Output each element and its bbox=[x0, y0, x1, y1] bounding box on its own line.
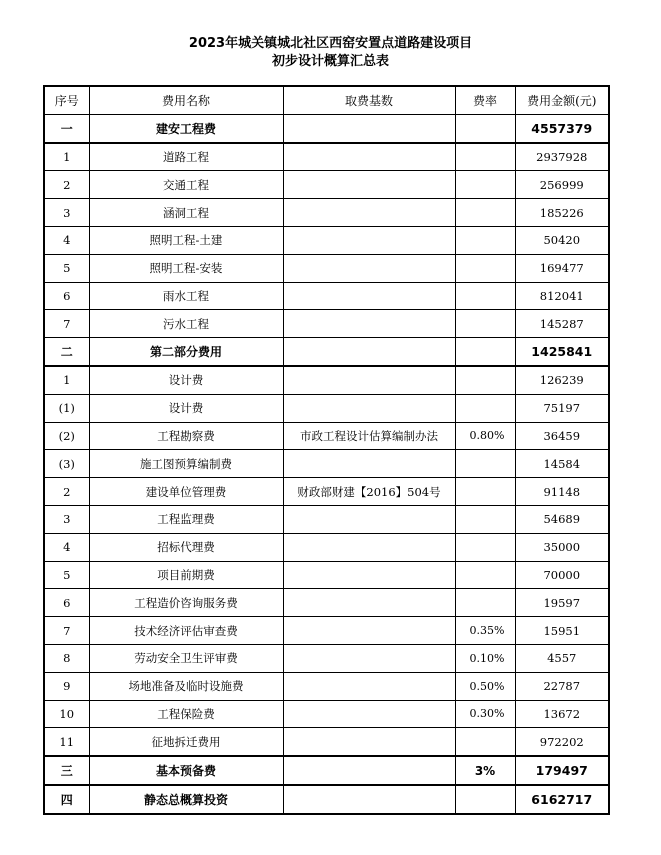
header-basis: 取费基数 bbox=[283, 86, 455, 114]
row-basis-cell bbox=[283, 728, 455, 756]
row-basis-cell bbox=[283, 785, 455, 814]
row-basis-cell bbox=[283, 143, 455, 171]
row-rate-cell bbox=[455, 254, 515, 282]
row-no-cell: 2 bbox=[44, 171, 89, 199]
row-rate-cell bbox=[455, 171, 515, 199]
row-name-cell: 工程造价咨询服务费 bbox=[89, 589, 283, 617]
row-amount-cell: 22787 bbox=[515, 672, 609, 700]
row-name-cell: 涵洞工程 bbox=[89, 199, 283, 227]
row-name-cell: 征地拆迁费用 bbox=[89, 728, 283, 756]
table-row bbox=[44, 366, 609, 394]
table-row bbox=[44, 756, 609, 785]
row-amount-cell: 13672 bbox=[515, 700, 609, 728]
row-name-cell: 劳动安全卫生评审费 bbox=[89, 644, 283, 672]
table-row bbox=[44, 171, 609, 199]
row-rate-cell bbox=[455, 310, 515, 338]
row-rate-cell: 3% bbox=[455, 756, 515, 785]
row-basis-cell bbox=[283, 338, 455, 366]
header-amount: 费用金额(元) bbox=[515, 86, 609, 114]
row-basis-cell bbox=[283, 310, 455, 338]
row-rate-cell bbox=[455, 505, 515, 533]
row-amount-cell: 91148 bbox=[515, 478, 609, 506]
row-amount-cell: 36459 bbox=[515, 422, 609, 450]
row-no-cell: 5 bbox=[44, 561, 89, 589]
table-row bbox=[44, 589, 609, 617]
row-name-cell: 基本预备费 bbox=[89, 756, 283, 785]
row-amount-cell: 2937928 bbox=[515, 143, 609, 171]
row-name-cell: 技术经济评估审查费 bbox=[89, 617, 283, 645]
row-rate-cell bbox=[455, 226, 515, 254]
row-no-cell: 4 bbox=[44, 533, 89, 561]
cost-summary-table bbox=[43, 85, 610, 815]
row-name-cell: 交通工程 bbox=[89, 171, 283, 199]
row-name-cell: 建设单位管理费 bbox=[89, 478, 283, 506]
row-rate-cell bbox=[455, 366, 515, 394]
row-rate-cell bbox=[455, 394, 515, 422]
row-name-cell: 工程监理费 bbox=[89, 505, 283, 533]
table-row bbox=[44, 617, 609, 645]
row-amount-cell: 15951 bbox=[515, 617, 609, 645]
row-amount-cell: 169477 bbox=[515, 254, 609, 282]
row-amount-cell: 1425841 bbox=[515, 338, 609, 366]
row-no-cell: 1 bbox=[44, 143, 89, 171]
row-no-cell: 11 bbox=[44, 728, 89, 756]
row-no-cell: 3 bbox=[44, 199, 89, 227]
row-amount-cell: 256999 bbox=[515, 171, 609, 199]
row-no-cell: (1) bbox=[44, 394, 89, 422]
row-basis-cell: 财政部财建【2016】504号 bbox=[283, 478, 455, 506]
row-amount-cell: 812041 bbox=[515, 282, 609, 310]
header-rate: 费率 bbox=[455, 86, 515, 114]
row-rate-cell bbox=[455, 114, 515, 142]
row-name-cell: 照明工程-安装 bbox=[89, 254, 283, 282]
table-row bbox=[44, 450, 609, 478]
row-no-cell: 7 bbox=[44, 617, 89, 645]
row-rate-cell bbox=[455, 478, 515, 506]
row-name-cell: 工程勘察费 bbox=[89, 422, 283, 450]
table-header-row bbox=[44, 86, 609, 114]
table-row bbox=[44, 644, 609, 672]
document-subtitle: 初步设计概算汇总表 bbox=[271, 54, 389, 69]
row-amount-cell: 972202 bbox=[515, 728, 609, 756]
row-amount-cell: 126239 bbox=[515, 366, 609, 394]
row-basis-cell bbox=[283, 282, 455, 310]
table-row bbox=[44, 505, 609, 533]
row-amount-cell: 19597 bbox=[515, 589, 609, 617]
table-row bbox=[44, 254, 609, 282]
row-amount-cell: 54689 bbox=[515, 505, 609, 533]
row-no-cell: 4 bbox=[44, 226, 89, 254]
row-no-cell: 一 bbox=[44, 114, 89, 142]
row-rate-cell bbox=[455, 728, 515, 756]
row-amount-cell: 70000 bbox=[515, 561, 609, 589]
row-no-cell: 8 bbox=[44, 644, 89, 672]
row-no-cell: (2) bbox=[44, 422, 89, 450]
header-no: 序号 bbox=[44, 86, 89, 114]
row-rate-cell: 0.80% bbox=[455, 422, 515, 450]
row-name-cell: 第二部分费用 bbox=[89, 338, 283, 366]
row-no-cell: (3) bbox=[44, 450, 89, 478]
table-row bbox=[44, 394, 609, 422]
row-basis-cell bbox=[283, 199, 455, 227]
row-no-cell: 三 bbox=[44, 756, 89, 785]
row-rate-cell bbox=[455, 199, 515, 227]
document-title: 2023年城关镇城北社区西窑安置点道路建设项目 bbox=[188, 36, 473, 51]
row-basis-cell bbox=[283, 226, 455, 254]
row-basis-cell bbox=[283, 171, 455, 199]
row-basis-cell bbox=[283, 589, 455, 617]
row-rate-cell bbox=[455, 338, 515, 366]
row-rate-cell bbox=[455, 533, 515, 561]
row-no-cell: 1 bbox=[44, 366, 89, 394]
row-basis-cell bbox=[283, 254, 455, 282]
table-row bbox=[44, 226, 609, 254]
row-no-cell: 7 bbox=[44, 310, 89, 338]
row-name-cell: 建安工程费 bbox=[89, 114, 283, 142]
row-amount-cell: 145287 bbox=[515, 310, 609, 338]
row-basis-cell bbox=[283, 450, 455, 478]
row-no-cell: 5 bbox=[44, 254, 89, 282]
row-rate-cell bbox=[455, 282, 515, 310]
row-amount-cell: 6162717 bbox=[515, 785, 609, 814]
row-no-cell: 9 bbox=[44, 672, 89, 700]
row-basis-cell: 市政工程设计估算编制办法 bbox=[283, 422, 455, 450]
table-row bbox=[44, 785, 609, 814]
row-name-cell: 招标代理费 bbox=[89, 533, 283, 561]
row-basis-cell bbox=[283, 617, 455, 645]
row-no-cell: 二 bbox=[44, 338, 89, 366]
row-no-cell: 四 bbox=[44, 785, 89, 814]
row-amount-cell: 179497 bbox=[515, 756, 609, 785]
table-row bbox=[44, 310, 609, 338]
row-amount-cell: 14584 bbox=[515, 450, 609, 478]
table-row bbox=[44, 672, 609, 700]
row-name-cell: 雨水工程 bbox=[89, 282, 283, 310]
row-basis-cell bbox=[283, 700, 455, 728]
table-row bbox=[44, 114, 609, 142]
row-rate-cell bbox=[455, 561, 515, 589]
row-amount-cell: 4557 bbox=[515, 644, 609, 672]
table-row bbox=[44, 338, 609, 366]
table-row bbox=[44, 199, 609, 227]
row-rate-cell: 0.50% bbox=[455, 672, 515, 700]
row-rate-cell: 0.30% bbox=[455, 700, 515, 728]
table-row bbox=[44, 561, 609, 589]
row-rate-cell bbox=[455, 785, 515, 814]
row-amount-cell: 50420 bbox=[515, 226, 609, 254]
row-name-cell: 道路工程 bbox=[89, 143, 283, 171]
row-amount-cell: 185226 bbox=[515, 199, 609, 227]
row-basis-cell bbox=[283, 533, 455, 561]
row-rate-cell: 0.10% bbox=[455, 644, 515, 672]
table-row bbox=[44, 282, 609, 310]
row-basis-cell bbox=[283, 756, 455, 785]
table-row bbox=[44, 143, 609, 171]
row-no-cell: 3 bbox=[44, 505, 89, 533]
table-row bbox=[44, 533, 609, 561]
row-basis-cell bbox=[283, 114, 455, 142]
header-name: 费用名称 bbox=[89, 86, 283, 114]
row-name-cell: 静态总概算投资 bbox=[89, 785, 283, 814]
table-row bbox=[44, 422, 609, 450]
row-name-cell: 工程保险费 bbox=[89, 700, 283, 728]
row-amount-cell: 35000 bbox=[515, 533, 609, 561]
row-basis-cell bbox=[283, 561, 455, 589]
row-name-cell: 施工图预算编制费 bbox=[89, 450, 283, 478]
row-no-cell: 6 bbox=[44, 589, 89, 617]
row-basis-cell bbox=[283, 644, 455, 672]
table-row bbox=[44, 478, 609, 506]
row-basis-cell bbox=[283, 505, 455, 533]
row-basis-cell bbox=[283, 366, 455, 394]
row-name-cell: 场地准备及临时设施费 bbox=[89, 672, 283, 700]
row-no-cell: 6 bbox=[44, 282, 89, 310]
row-rate-cell bbox=[455, 589, 515, 617]
row-rate-cell: 0.35% bbox=[455, 617, 515, 645]
row-amount-cell: 75197 bbox=[515, 394, 609, 422]
row-rate-cell bbox=[455, 450, 515, 478]
table-row bbox=[44, 728, 609, 756]
row-no-cell: 10 bbox=[44, 700, 89, 728]
row-name-cell: 项目前期费 bbox=[89, 561, 283, 589]
row-name-cell: 照明工程-土建 bbox=[89, 226, 283, 254]
row-name-cell: 设计费 bbox=[89, 394, 283, 422]
row-basis-cell bbox=[283, 672, 455, 700]
table-row bbox=[44, 700, 609, 728]
row-rate-cell bbox=[455, 143, 515, 171]
row-amount-cell: 4557379 bbox=[515, 114, 609, 142]
row-name-cell: 设计费 bbox=[89, 366, 283, 394]
row-basis-cell bbox=[283, 394, 455, 422]
row-name-cell: 污水工程 bbox=[89, 310, 283, 338]
row-no-cell: 2 bbox=[44, 478, 89, 506]
